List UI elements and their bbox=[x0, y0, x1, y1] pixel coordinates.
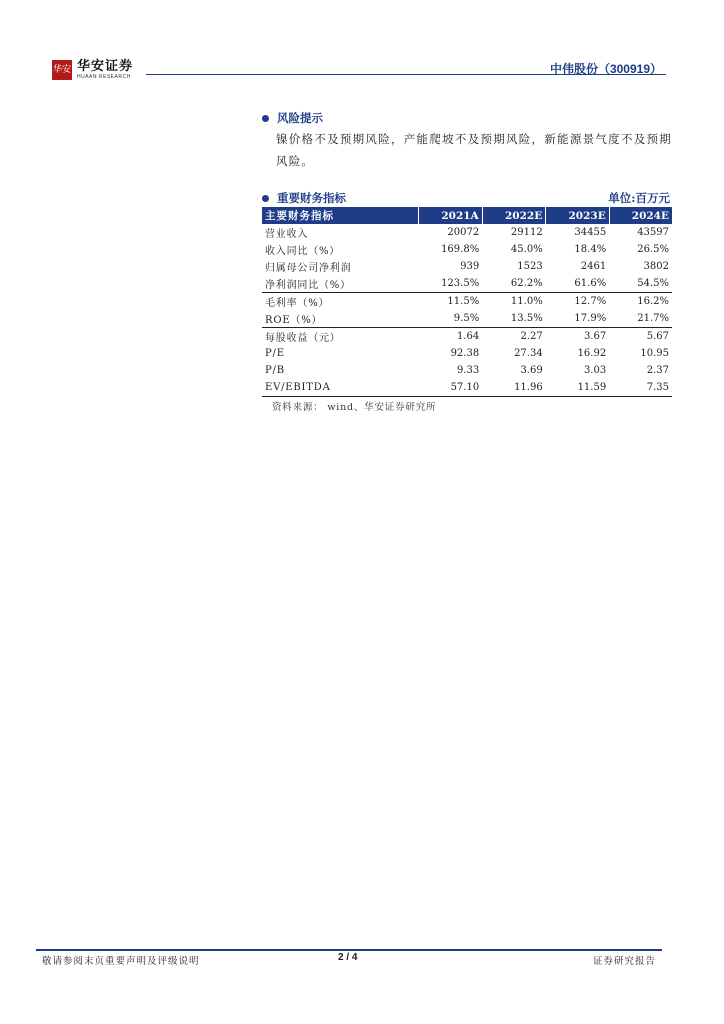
logo-name: 华安证券 bbox=[77, 59, 134, 74]
table-cell: 169.8% bbox=[441, 244, 480, 255]
table-cell: 11.59 bbox=[546, 379, 610, 397]
column-header: 2021A bbox=[419, 207, 483, 224]
table-cell: 92.38 bbox=[450, 348, 480, 359]
table-row bbox=[262, 241, 672, 258]
table-cell: 18.4% bbox=[574, 244, 607, 255]
table-cell: 1523 bbox=[517, 261, 543, 272]
table-cell: 57.10 bbox=[419, 379, 483, 397]
table-cell: 17.9% bbox=[574, 313, 607, 324]
table-cell: 16.2% bbox=[609, 293, 672, 311]
row-label: 净利润同比（%） bbox=[265, 280, 351, 291]
table-cell: 12.7% bbox=[546, 293, 610, 311]
table-cell: 11.96 bbox=[482, 379, 546, 397]
table-row bbox=[262, 310, 672, 328]
table-cell: 123.5% bbox=[441, 278, 480, 289]
report-title: 中伟股份（300919） bbox=[549, 62, 662, 76]
page-number: 2 / 4 bbox=[338, 952, 358, 963]
unit-label: 单位:百万元 bbox=[608, 191, 670, 205]
logo-seal-icon: 华安 bbox=[52, 60, 72, 80]
footer-report-type: 证券研究报告 bbox=[592, 956, 656, 967]
table-cell: 5.67 bbox=[609, 328, 672, 346]
table-cell: 1.64 bbox=[419, 328, 483, 346]
table-cell: 9.33 bbox=[456, 365, 480, 376]
table-row bbox=[262, 328, 672, 346]
table-cell: 2.37 bbox=[646, 365, 669, 376]
financials-title: 重要财务指标 bbox=[277, 191, 346, 205]
financial-table bbox=[262, 207, 672, 397]
table-cell: 3.69 bbox=[520, 365, 543, 376]
table-cell: 21.7% bbox=[637, 313, 669, 324]
bullet-icon bbox=[262, 195, 269, 202]
table-cell: 45.0% bbox=[510, 244, 543, 255]
table-cell: 3.67 bbox=[546, 328, 610, 346]
table-row bbox=[262, 258, 672, 275]
table-cell: 61.6% bbox=[574, 278, 607, 289]
table-cell: 2461 bbox=[580, 261, 607, 272]
table-cell: 27.34 bbox=[514, 348, 543, 359]
row-label: 归属母公司净利润 bbox=[265, 263, 352, 274]
table-row bbox=[262, 293, 672, 311]
table-row bbox=[262, 275, 672, 293]
table-cell: 2.27 bbox=[482, 328, 546, 346]
column-header: 2023E bbox=[546, 207, 610, 224]
header-divider bbox=[146, 74, 666, 75]
table-row bbox=[262, 379, 672, 397]
table-cell: 3802 bbox=[643, 261, 669, 272]
footer-disclaimer: 敬请参阅末页重要声明及评级说明 bbox=[42, 956, 200, 967]
table-cell: 11.5% bbox=[419, 293, 483, 311]
table-cell: 939 bbox=[460, 261, 480, 272]
table-row bbox=[262, 362, 672, 379]
table-cell: 16.92 bbox=[577, 348, 607, 359]
column-header: 2022E bbox=[482, 207, 546, 224]
table-cell: 10.95 bbox=[640, 348, 669, 359]
risk-section-heading bbox=[262, 110, 323, 126]
row-label: 每股收益（元） bbox=[262, 328, 419, 346]
table-cell: 62.2% bbox=[510, 278, 543, 289]
logo-english-name: HUAAN RESEARCH bbox=[77, 74, 131, 80]
column-header: 2024E bbox=[609, 207, 672, 224]
column-header: 主要财务指标 bbox=[262, 207, 419, 224]
table-cell: 29112 bbox=[510, 227, 543, 238]
table-cell: 11.0% bbox=[482, 293, 546, 311]
table-cell: 54.5% bbox=[637, 278, 669, 289]
source-note: 资料来源： wind、华安证券研究所 bbox=[272, 402, 437, 413]
table-cell: 3.03 bbox=[583, 365, 607, 376]
row-label: 收入同比（%） bbox=[265, 246, 341, 257]
table-cell: 13.5% bbox=[510, 313, 543, 324]
table-cell: 7.35 bbox=[609, 379, 672, 397]
footer-divider bbox=[36, 949, 662, 951]
row-label: P/E bbox=[265, 348, 285, 359]
row-label: EV/EBITDA bbox=[262, 379, 419, 397]
row-label: ROE（%） bbox=[265, 315, 323, 326]
financials-section-heading bbox=[262, 190, 346, 206]
table-cell: 26.5% bbox=[637, 244, 669, 255]
risk-title: 风险提示 bbox=[277, 111, 323, 125]
table-cell: 43597 bbox=[637, 227, 669, 238]
table-cell: 34455 bbox=[574, 227, 607, 238]
row-label: P/B bbox=[265, 365, 285, 376]
row-label: 营业收入 bbox=[265, 229, 309, 240]
table-cell: 20072 bbox=[447, 227, 480, 238]
table-header-row bbox=[262, 207, 672, 224]
company-logo bbox=[52, 60, 133, 81]
table-row bbox=[262, 345, 672, 362]
row-label: 毛利率（%） bbox=[262, 293, 419, 311]
table-row bbox=[262, 224, 672, 241]
risk-body-text: 镍价格不及预期风险，产能爬坡不及预期风险，新能源景气度不及预期风险。 bbox=[276, 132, 672, 168]
bullet-icon bbox=[262, 115, 269, 122]
table-cell: 9.5% bbox=[453, 313, 480, 324]
